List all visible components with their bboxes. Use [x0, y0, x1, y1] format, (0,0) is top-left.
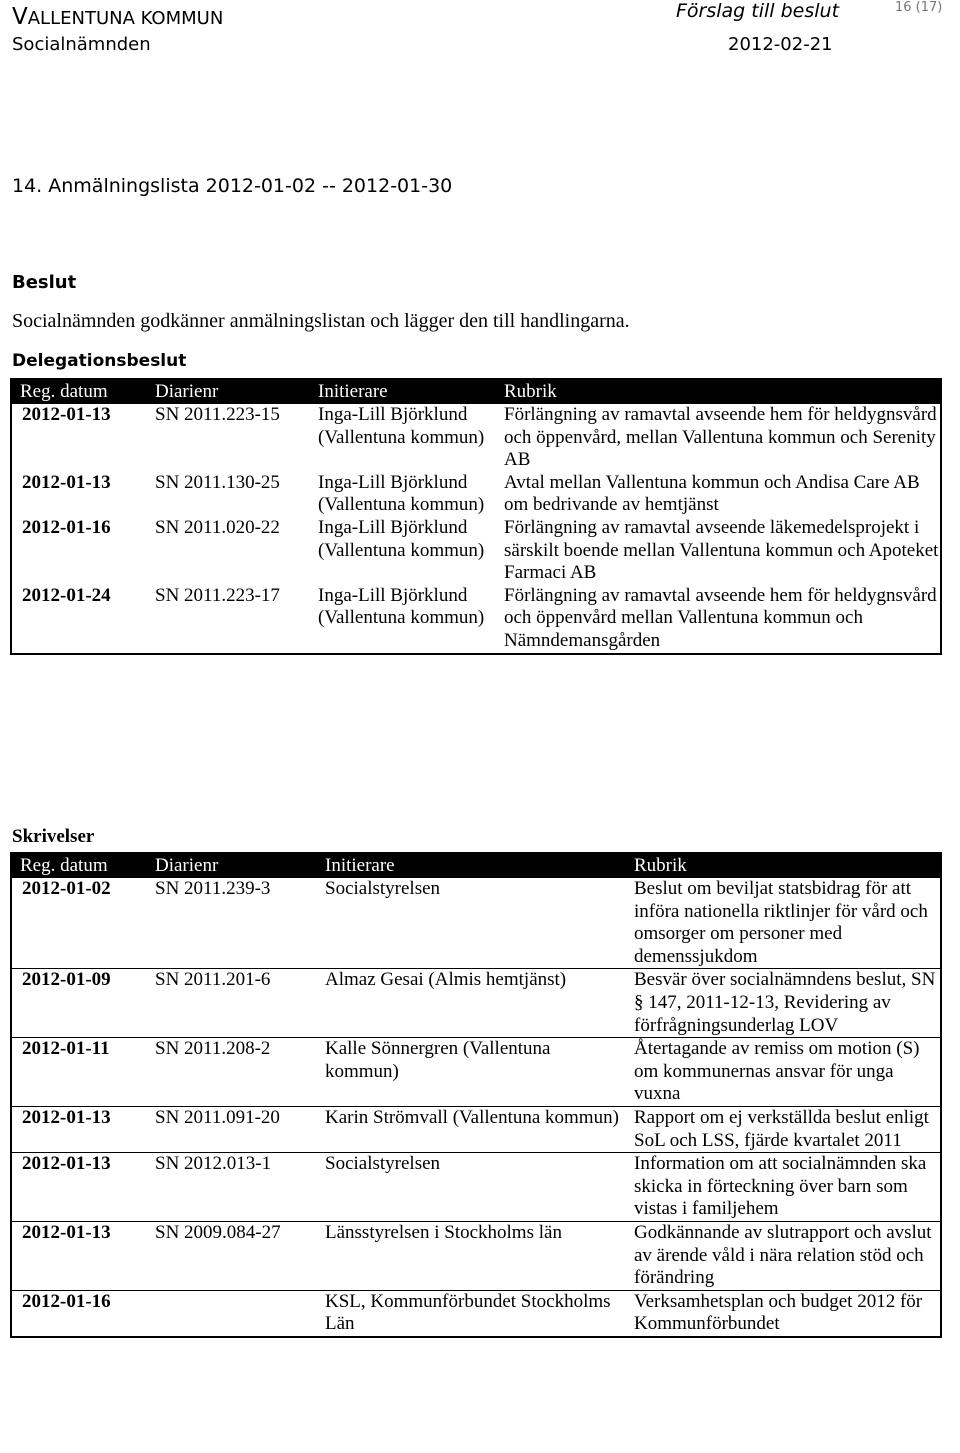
- initierare-cell: Länsstyrelsen i Stockholms län: [317, 1221, 626, 1290]
- initierare-cell: Socialstyrelsen: [317, 1153, 626, 1222]
- reg-date-cell: 2012-01-13: [11, 1106, 147, 1152]
- table-row: [11, 1038, 941, 1107]
- table-row: [11, 585, 941, 654]
- delegation-heading: Delegationsbeslut: [12, 351, 187, 371]
- beslut-text: Socialnämnden godkänner anmälningslistan och lägger den till handlingarna.: [12, 310, 630, 332]
- page-number: 16 (17): [895, 0, 943, 15]
- section-title: 14. Anmälningslista 2012-01-02 -- 2012-01-30: [12, 175, 453, 197]
- delegation-table: [10, 378, 942, 655]
- reg-date-cell: 2012-01-13: [22, 471, 111, 493]
- reg-date-cell: 2012-01-16: [22, 516, 111, 538]
- rubrik-cell: Återtagande av remiss om motion (S) om kommunernas ansvar för unga vuxna: [626, 1038, 941, 1107]
- initierare-cell: Inga-Lill Björklund (Vallentuna kommun): [318, 471, 485, 516]
- diarienr-cell: SN 2011.020-22: [155, 516, 280, 538]
- initierare-cell: Inga-Lill Björklund (Vallentuna kommun): [318, 516, 485, 561]
- diarienr-cell: SN 2011.223-17: [155, 584, 280, 606]
- rubrik-cell: Godkännande av slutrapport och avslut av ärende våld i nära relation stöd och förändring: [626, 1221, 941, 1290]
- initierare-cell: Socialstyrelsen: [325, 878, 441, 899]
- org-name-rest: ALLENTUNA KOMMUN: [27, 8, 224, 29]
- initierare-cell: KSL, Kommunförbundet Stockholms Län: [317, 1290, 626, 1337]
- column-header: Reg. datum: [11, 379, 147, 404]
- column-header: Rubrik: [496, 379, 941, 404]
- table-row: [11, 404, 941, 472]
- initierare-cell: Inga-Lill Björklund (Vallentuna kommun): [318, 584, 485, 629]
- column-header: Diarienr: [147, 379, 310, 404]
- rubrik-cell: Avtal mellan Vallentuna kommun och Andisa Care AB om bedrivande av hemtjänst: [504, 471, 920, 516]
- rubrik-cell: Information om att socialnämnden ska skicka in förteckning över barn som vistas i familjehem: [626, 1153, 941, 1222]
- diarienr-cell: SN 2011.201-6: [147, 969, 317, 1038]
- diarienr-cell: SN 2012.013-1: [147, 1153, 317, 1222]
- column-header: Rubrik: [626, 853, 941, 878]
- rubrik-cell: Förlängning av ramavtal avseende hem för heldygnsvård och öppenvård mellan Vallentuna kommun och Nämndemansgården: [504, 584, 937, 651]
- initierare-cell: Inga-Lill Björklund (Vallentuna kommun): [318, 404, 485, 448]
- reg-date-cell: 2012-01-02: [22, 878, 111, 899]
- column-header: Initierare: [310, 379, 496, 404]
- table-header-row: [11, 853, 941, 878]
- diarienr-cell: SN 2011.239-3: [155, 878, 271, 899]
- table-row: [11, 1290, 941, 1337]
- rubrik-cell: Förlängning av ramavtal avseende läkemedelsprojekt i särskilt boende mellan Vallentuna kommun och Apoteket Farmaci AB: [504, 516, 939, 584]
- diarienr-cell: SN 2011.223-15: [155, 404, 280, 425]
- diarienr-cell: [147, 1290, 317, 1337]
- column-header: Initierare: [317, 853, 626, 878]
- table-row: [11, 1106, 941, 1152]
- diarienr-cell: SN 2009.084-27: [147, 1221, 317, 1290]
- table-header-row: [11, 379, 941, 404]
- initierare-cell: Kalle Sönnergren (Vallentuna kommun): [317, 1038, 626, 1107]
- skrivelser-heading: Skrivelser: [12, 826, 95, 847]
- diarienr-cell: SN 2011.091-20: [147, 1106, 317, 1152]
- rubrik-cell: Förlängning av ramavtal avseende hem för heldygnsvård och öppenvård, mellan Vallentuna kommun och Serenity AB: [504, 404, 937, 471]
- document-date: 2012-02-21: [728, 34, 833, 55]
- reg-date-cell: 2012-01-13: [22, 404, 111, 425]
- rubrik-cell: Rapport om ej verkställda beslut enligt SoL och LSS, fjärde kvartalet 2011: [626, 1106, 941, 1152]
- initierare-cell: Almaz Gesai (Almis hemtjänst): [317, 969, 626, 1038]
- beslut-heading: Beslut: [12, 272, 77, 293]
- skrivelser-table: [10, 852, 942, 1338]
- reg-date-cell: 2012-01-16: [11, 1290, 147, 1337]
- diarienr-cell: SN 2011.208-2: [147, 1038, 317, 1107]
- reg-date-cell: 2012-01-24: [22, 584, 111, 606]
- organization-name: [12, 4, 223, 30]
- table-row: [11, 969, 941, 1038]
- column-header: Diarienr: [147, 853, 317, 878]
- diarienr-cell: SN 2011.130-25: [155, 471, 280, 493]
- column-header: Reg. datum: [11, 853, 147, 878]
- reg-date-cell: 2012-01-13: [11, 1153, 147, 1222]
- initierare-cell: Karin Strömvall (Vallentuna kommun): [317, 1106, 626, 1152]
- reg-date-cell: 2012-01-11: [11, 1038, 147, 1107]
- table-row: [11, 1153, 941, 1222]
- rubrik-cell: Verksamhetsplan och budget 2012 för Kommunförbundet: [626, 1290, 941, 1337]
- table-row: [11, 472, 941, 517]
- table-row: [11, 878, 941, 969]
- table-row: [11, 1221, 941, 1290]
- rubrik-cell: Beslut om beviljat statsbidrag för att införa nationella riktlinjer för vård och omsorger om personer med demenssjukdom: [634, 878, 928, 967]
- org-initial: V: [12, 4, 28, 30]
- table-row: [11, 517, 941, 585]
- department-name: Socialnämnden: [12, 34, 151, 55]
- reg-date-cell: 2012-01-09: [11, 969, 147, 1038]
- rubrik-cell: Besvär över socialnämndens beslut, SN § 147, 2011-12-13, Revidering av förfrågningsunderlag LOV: [626, 969, 941, 1038]
- document-status: Förslag till beslut: [676, 0, 840, 22]
- reg-date-cell: 2012-01-13: [11, 1221, 147, 1290]
